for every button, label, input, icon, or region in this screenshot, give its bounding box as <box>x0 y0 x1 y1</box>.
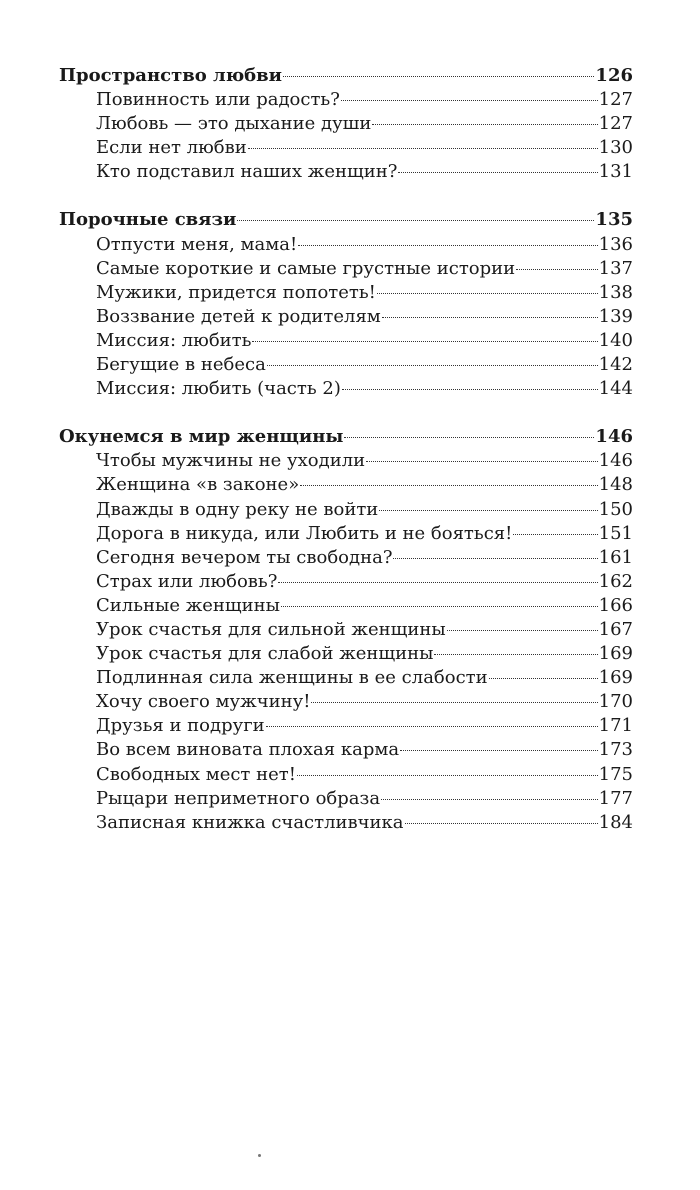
toc-entry-title: Если нет любви <box>96 137 247 159</box>
toc-entry[interactable] <box>59 498 633 522</box>
toc-entry-title: Отпусти меня, мама! <box>96 233 298 255</box>
toc-entry[interactable] <box>59 233 633 257</box>
dot-leader <box>298 245 597 246</box>
toc-section <box>59 208 633 401</box>
toc-entry[interactable] <box>59 594 633 618</box>
toc-entry-title: Женщина «в законе» <box>96 474 300 496</box>
toc-page-number: 167 <box>598 618 633 640</box>
toc-page-number: 177 <box>598 787 633 809</box>
toc-page-number: 131 <box>598 161 633 183</box>
toc-entry[interactable] <box>59 329 633 353</box>
dot-leader <box>516 269 598 270</box>
print-speck <box>258 1154 261 1157</box>
dot-leader <box>513 534 597 535</box>
dot-leader <box>297 775 598 776</box>
toc-entry[interactable] <box>59 281 633 305</box>
toc-entry-title: Рыцари неприметного образа <box>96 787 381 809</box>
dot-leader <box>252 341 597 342</box>
toc-entry-title: Самые короткие и самые грустные истории <box>96 257 516 279</box>
toc-page-number: 166 <box>598 594 633 616</box>
toc-entry[interactable] <box>59 522 633 546</box>
toc-page-number: 146 <box>595 426 633 448</box>
toc-entry-title: Воззвание детей к родителям <box>96 305 381 327</box>
toc-page-number: 140 <box>598 329 633 351</box>
toc-page-number: 146 <box>598 450 633 472</box>
dot-leader <box>366 461 597 462</box>
dot-leader <box>278 582 597 583</box>
toc-entry-title: Кто подставил наших женщин? <box>96 161 398 183</box>
toc-entry[interactable] <box>59 738 633 762</box>
toc-entry-title: Во всем виновата плохая карма <box>96 739 400 761</box>
toc-page-number: 184 <box>598 811 633 833</box>
toc-entry[interactable] <box>59 618 633 642</box>
dot-leader <box>344 437 594 438</box>
toc-entry[interactable] <box>59 473 633 497</box>
toc-entry-title: Записная книжка счастливчика <box>96 811 404 833</box>
dot-leader <box>248 148 598 149</box>
toc-entry[interactable] <box>59 136 633 160</box>
toc-page-number: 126 <box>595 65 633 86</box>
toc-page-number: 144 <box>598 378 633 400</box>
toc-entry[interactable] <box>59 88 633 112</box>
toc-entry[interactable] <box>59 690 633 714</box>
toc-entry-title: Дорога в никуда, или Любить и не бояться! <box>96 522 513 544</box>
toc-page-number: 148 <box>598 474 633 496</box>
toc-entry-title: Дважды в одну реку не войти <box>96 498 379 520</box>
toc-entry-title: Урок счастья для слабой женщины <box>96 643 434 665</box>
toc-entry[interactable] <box>59 160 633 184</box>
toc-page-number: 175 <box>598 763 633 785</box>
toc-entry[interactable] <box>59 787 633 811</box>
toc-entry-title: Порочные связи <box>59 209 237 231</box>
toc-entry-title: Повинность или радость? <box>96 89 340 111</box>
toc-entry[interactable] <box>59 570 633 594</box>
toc-page-number: 138 <box>598 281 633 303</box>
toc-page-number: 127 <box>598 113 633 135</box>
toc-entry-title: Пространство любви <box>59 65 283 86</box>
dot-leader <box>311 702 597 703</box>
toc-entry[interactable] <box>59 642 633 666</box>
dot-leader <box>342 389 598 390</box>
dot-leader <box>283 76 594 77</box>
dot-leader <box>400 750 598 751</box>
toc-page-number: 161 <box>598 546 633 568</box>
toc-page-number: 127 <box>598 89 633 111</box>
table-of-contents <box>59 64 633 859</box>
dot-leader <box>398 172 597 173</box>
toc-section-heading[interactable] <box>59 64 633 88</box>
toc-page-number: 162 <box>598 570 633 592</box>
toc-entry-title: Мужики, придется попотеть! <box>96 281 376 303</box>
toc-entry[interactable] <box>59 811 633 835</box>
toc-entry[interactable] <box>59 546 633 570</box>
dot-leader <box>341 100 598 101</box>
dot-leader <box>237 220 594 221</box>
toc-section-heading[interactable] <box>59 208 633 232</box>
toc-page-number: 137 <box>598 257 633 279</box>
toc-section <box>59 64 633 184</box>
toc-page-number: 173 <box>598 739 633 761</box>
dot-leader <box>434 654 597 655</box>
toc-entry-title: Сегодня вечером ты свободна? <box>96 546 393 568</box>
toc-entry-title: Чтобы мужчины не уходили <box>96 450 366 472</box>
dot-leader <box>405 823 598 824</box>
toc-entry[interactable] <box>59 257 633 281</box>
toc-entry-title: Хочу своего мужчину! <box>96 691 311 713</box>
toc-entry-title: Любовь — это дыхание души <box>96 113 372 135</box>
toc-entry[interactable] <box>59 305 633 329</box>
toc-entry-title: Миссия: любить (часть 2) <box>96 378 341 400</box>
toc-page-number: 150 <box>598 498 633 520</box>
dot-leader <box>372 124 597 125</box>
toc-page-number: 136 <box>598 233 633 255</box>
dot-leader <box>377 293 598 294</box>
toc-entry-title: Бегущие в небеса <box>96 354 266 376</box>
toc-entry[interactable] <box>59 449 633 473</box>
toc-page-number: 139 <box>598 305 633 327</box>
toc-section <box>59 425 633 835</box>
toc-section-heading[interactable] <box>59 425 633 449</box>
dot-leader <box>266 726 598 727</box>
toc-page-number: 171 <box>598 715 633 737</box>
toc-entry[interactable] <box>59 377 633 401</box>
toc-page-number: 169 <box>598 643 633 665</box>
toc-entry[interactable] <box>59 353 633 377</box>
dot-leader <box>281 606 598 607</box>
toc-entry[interactable] <box>59 112 633 136</box>
dot-leader <box>393 558 597 559</box>
dot-leader <box>379 510 597 511</box>
dot-leader <box>447 630 598 631</box>
toc-page-number: 169 <box>598 667 633 689</box>
toc-page-number: 135 <box>595 209 633 231</box>
dot-leader <box>300 485 597 486</box>
toc-entry[interactable] <box>59 763 633 787</box>
toc-entry-title: Миссия: любить <box>96 329 252 351</box>
toc-entry[interactable] <box>59 666 633 690</box>
toc-page-number: 142 <box>598 354 633 376</box>
toc-entry[interactable] <box>59 714 633 738</box>
toc-entry-title: Страх или любовь? <box>96 570 278 592</box>
toc-entry-title: Сильные женщины <box>96 594 280 616</box>
dot-leader <box>382 317 598 318</box>
toc-entry-title: Свободных мест нет! <box>96 763 296 785</box>
dot-leader <box>489 678 598 679</box>
toc-entry-title: Друзья и подруги <box>96 715 265 737</box>
toc-page-number: 170 <box>598 691 633 713</box>
dot-leader <box>381 799 598 800</box>
toc-page-number: 130 <box>598 137 633 159</box>
toc-entry-title: Подлинная сила женщины в ее слабости <box>96 667 488 689</box>
dot-leader <box>267 365 598 366</box>
toc-entry-title: Окунемся в мир женщины <box>59 426 344 448</box>
toc-entry-title: Урок счастья для сильной женщины <box>96 618 446 640</box>
toc-page-number: 151 <box>598 522 633 544</box>
